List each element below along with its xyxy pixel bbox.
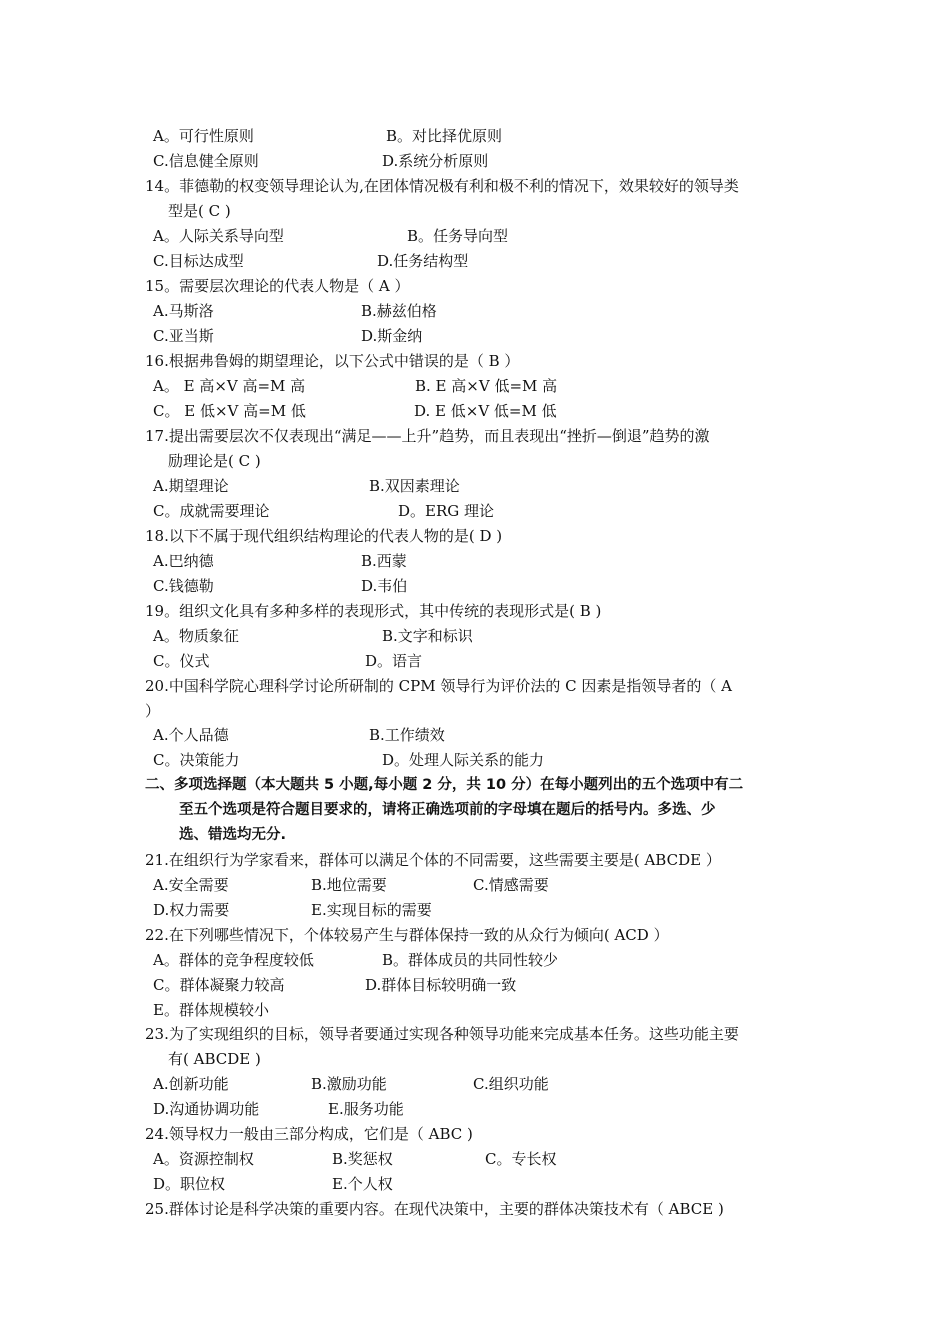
option-c: C.目标达成型	[153, 252, 244, 270]
option-b: B。任务导向型	[407, 227, 509, 245]
option-a: A.巴纳德	[153, 552, 214, 570]
option-b: B.文字和标识	[382, 627, 473, 645]
option-c: C。决策能力	[153, 751, 240, 769]
option-d: D.沟通协调功能	[153, 1100, 260, 1118]
option-line	[153, 875, 549, 895]
question-18: 18.以下不属于现代组织结构理论的代表人物的是( D )	[145, 527, 503, 545]
option-c: C。群体凝聚力较高	[153, 976, 285, 994]
option-line	[153, 975, 517, 995]
option-a: A。资源控制权	[153, 1150, 254, 1168]
option-c: C。成就需要理论	[153, 502, 270, 520]
option-b: B.工作绩效	[369, 726, 445, 744]
option-line	[153, 651, 423, 671]
option-d: D。处理人际关系的能力	[382, 751, 545, 769]
option-line	[153, 551, 407, 571]
option-line	[153, 326, 423, 346]
option-c: C.组织功能	[473, 1075, 549, 1093]
option-c: C。仪式	[153, 652, 210, 670]
option-c: C.信息健全原则	[153, 152, 259, 170]
option-b: B.激励功能	[311, 1075, 387, 1093]
option-c: C。 E 低×V 高=M 低	[153, 402, 306, 420]
option-line	[153, 576, 408, 596]
question-15: 15。需要层次理论的代表人物是（ A ）	[145, 277, 410, 295]
option-a: A.安全需要	[153, 876, 229, 894]
option-b: B.奖惩权	[332, 1150, 393, 1168]
question-21: 21.在组织行为学家看来，群体可以满足个体的不同需要，这些需要主要是( ABCDE ）	[145, 851, 721, 869]
question-24: 24.领导权力一般由三部分构成，它们是（ ABC )	[145, 1125, 473, 1143]
option-c: C.钱德勒	[153, 577, 214, 595]
option-line	[153, 301, 437, 321]
option-line	[153, 376, 558, 396]
option-b: B。对比择优原则	[386, 127, 503, 145]
question-14: 14。菲德勒的权变领导理论认为,在团体情况极有利和极不利的情况下，效果较好的领导类	[145, 177, 739, 195]
option-b: B。群体成员的共同性较少	[382, 951, 559, 969]
option-c: C。专长权	[485, 1150, 557, 1168]
option-line	[153, 1174, 393, 1194]
question-14-cont: 型是( C )	[168, 202, 231, 220]
section-2-instructions-cont: 选、错选均无分.	[179, 827, 287, 843]
option-d: D。语言	[365, 652, 423, 670]
option-line	[153, 501, 495, 521]
option-a: A。 E 高×V 高=M 高	[153, 377, 306, 395]
option-a: A.创新功能	[153, 1075, 229, 1093]
option-line	[153, 1149, 557, 1169]
option-a: A.期望理论	[153, 477, 229, 495]
option-d: D.韦伯	[361, 577, 408, 595]
option-a: A。人际关系导向型	[153, 227, 284, 245]
option-line	[153, 126, 503, 146]
option-e: E.服务功能	[328, 1100, 404, 1118]
option-line	[153, 900, 432, 920]
option-e: E。群体规模较小	[153, 1001, 269, 1019]
option-c: C.情感需要	[473, 876, 549, 894]
option-d: D.斯金纳	[361, 327, 423, 345]
question-22: 22.在下列哪些情况下，个体较易产生与群体保持一致的从众行为倾向( ACD ）	[145, 926, 669, 944]
option-b: B.双因素理论	[369, 477, 460, 495]
option-line	[153, 226, 509, 246]
option-e: E.实现目标的需要	[311, 901, 432, 919]
option-line	[153, 151, 489, 171]
question-16: 16.根据弗鲁姆的期望理论，以下公式中错误的是（ B ）	[145, 352, 520, 370]
question-20: 20.中国科学院心理科学讨论所研制的 CPM 领导行为评价法的 C 因素是指领导者的（ A	[145, 677, 732, 695]
option-b: B. E 高×V 低=M 高	[415, 377, 558, 395]
section-2-instructions: 至五个选项是符合题目要求的，请将正确选项前的字母填在题后的括号内。多选、少	[179, 802, 716, 818]
option-d: D。职位权	[153, 1175, 226, 1193]
option-line	[153, 950, 559, 970]
option-a: A。可行性原则	[153, 127, 254, 145]
question-23-cont: 有( ABCDE )	[168, 1050, 261, 1068]
option-line	[153, 626, 473, 646]
question-17-cont: 励理论是( C )	[168, 452, 261, 470]
question-23: 23.为了实现组织的目标，领导者要通过实现各种领导功能来完成基本任务。这些功能主要	[145, 1025, 739, 1043]
option-b: B.地位需要	[311, 876, 387, 894]
question-20-cont: ）	[145, 702, 161, 720]
option-line	[153, 750, 545, 770]
option-b: B.西蒙	[361, 552, 407, 570]
option-d: D.权力需要	[153, 901, 230, 919]
option-line	[153, 401, 557, 421]
option-d: D. E 低×V 低=M 低	[414, 402, 557, 420]
option-a: A。物质象征	[153, 627, 239, 645]
option-d: D。ERG 理论	[398, 502, 495, 520]
option-line	[153, 1074, 549, 1094]
option-d: D.群体目标较明确一致	[365, 976, 517, 994]
section-2-heading: 二、多项选择题（本大题共 5 小题,每小题 2 分，共 10 分）在每小题列出的五个选项中有二	[145, 777, 744, 793]
option-line	[153, 251, 469, 271]
option-a: A.马斯洛	[153, 302, 214, 320]
question-17: 17.提出需要层次不仅表现出“满足——上升”趋势，而且表现出“挫折—倒退”趋势的激	[145, 427, 710, 445]
option-line	[153, 1000, 269, 1020]
option-d: D.系统分析原则	[382, 152, 489, 170]
option-line	[153, 725, 445, 745]
option-d: D.任务结构型	[377, 252, 469, 270]
option-a: A.个人品德	[153, 726, 229, 744]
option-a: A。群体的竞争程度较低	[153, 951, 314, 969]
option-line	[153, 1099, 404, 1119]
option-b: B.赫兹伯格	[361, 302, 437, 320]
option-e: E.个人权	[332, 1175, 393, 1193]
option-c: C.亚当斯	[153, 327, 214, 345]
option-line	[153, 476, 460, 496]
question-25: 25.群体讨论是科学决策的重要内容。在现代决策中，主要的群体决策技术有（ ABCE )	[145, 1200, 724, 1218]
question-19: 19。组织文化具有多种多样的表现形式，其中传统的表现形式是( B )	[145, 602, 602, 620]
